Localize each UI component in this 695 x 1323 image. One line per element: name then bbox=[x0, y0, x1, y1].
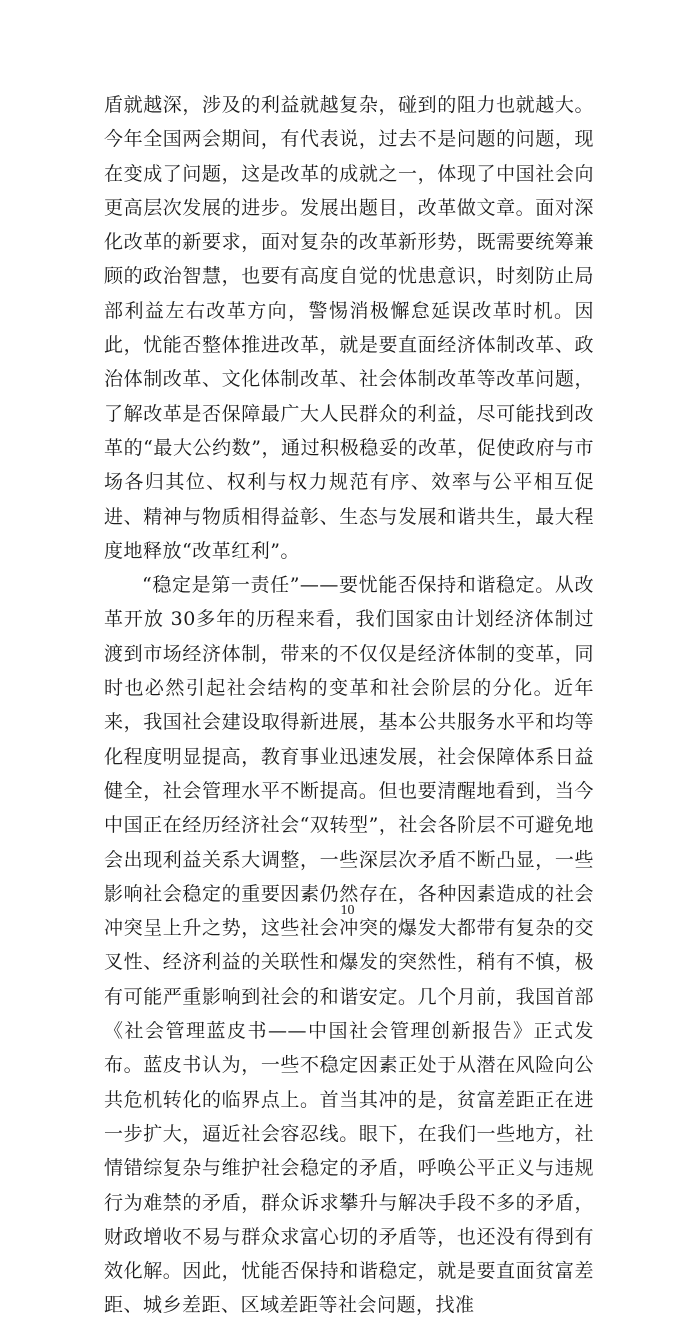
page-number: 10 bbox=[340, 903, 355, 918]
body-text bbox=[104, 88, 594, 1323]
paragraph-continued: 盾就越深，涉及的利益就越复杂，碰到的阻力也就越大。今年全国两会期间，有代表说，过去不是问题的问题，现在变成了问题，这是改革的成就之一，体现了中国社会向更高层次发展的进步。发展出题目，改革做文章。面对深化改革的新要求，面对复杂的改革新形势，既需要统筹兼顾的政治智慧，也要有高度自觉的忧患意识，时刻防止局部利益左右改革方向，警惕消极懈怠延误改革时机。因此，忧能否整体推进改革，就是要直面经济体制改革、政治体制改革、文化体制改革、社会体制改革等改革问题，了解改革是否保障最广大人民群众的利益，尽可能找到改革的“最大公约数”，通过积极稳妥的改革，促使政府与市场各归其位、权利与权力规范有序、效率与公平相互促进、精神与物质相得益彰、生态与发展和谐共生，最大程度地释放“改革红利”。 bbox=[104, 94, 594, 562]
paragraph-stability: “稳定是第一责任”——要忧能否保持和谐稳定。从改革开放 30多年的历程来看，我们国家由计划经济体制过渡到市场经济体制，带来的不仅仅是经济体制的变革，同时也必然引起社会结构的变革和社会阶层的分化。近年来，我国社会建设取得新进展，基本公共服务水平和均等化程度明显提高，教育事业迅速发展，社会保障体系日益健全，社会管理水平不断提高。但也要清醒地看到，当今中国正在经历经济社会“双转型”，社会各阶层不可避免地会出现利益关系大调整，一些深层次矛盾不断凸显，一些影响社会稳定的重要因素仍然存在，各种因素造成的社会冲突呈上升之势，这些社会冲突的爆发大都带有复杂的交叉性、经济利益的关联性和爆发的突然性，稍有不慎，极有可能严重影响到社会的和谐安定。几个月前，我国首部《社会管理蓝皮书——中国社会管理创新报告》正式发布。蓝皮书认为，一些不稳定因素正处于从潜在风险向公共危机转化的临界点上。首当其冲的是，贫富差距正在进一步扩大，逼近社会容忍线。眼下，在我们一些地方，社情错综复杂与维护社会稳定的矛盾，呼唤公平正义与违规行为难禁的矛盾，群众诉求攀升与解决手段不多的矛盾，财政增收不易与群众求富心切的矛盾等，也还没有得到有效化解。因此，忧能否保持和谐稳定，就是要直面贫富差距、城乡差距、区域差距等社会问题，找准 bbox=[104, 574, 594, 1317]
